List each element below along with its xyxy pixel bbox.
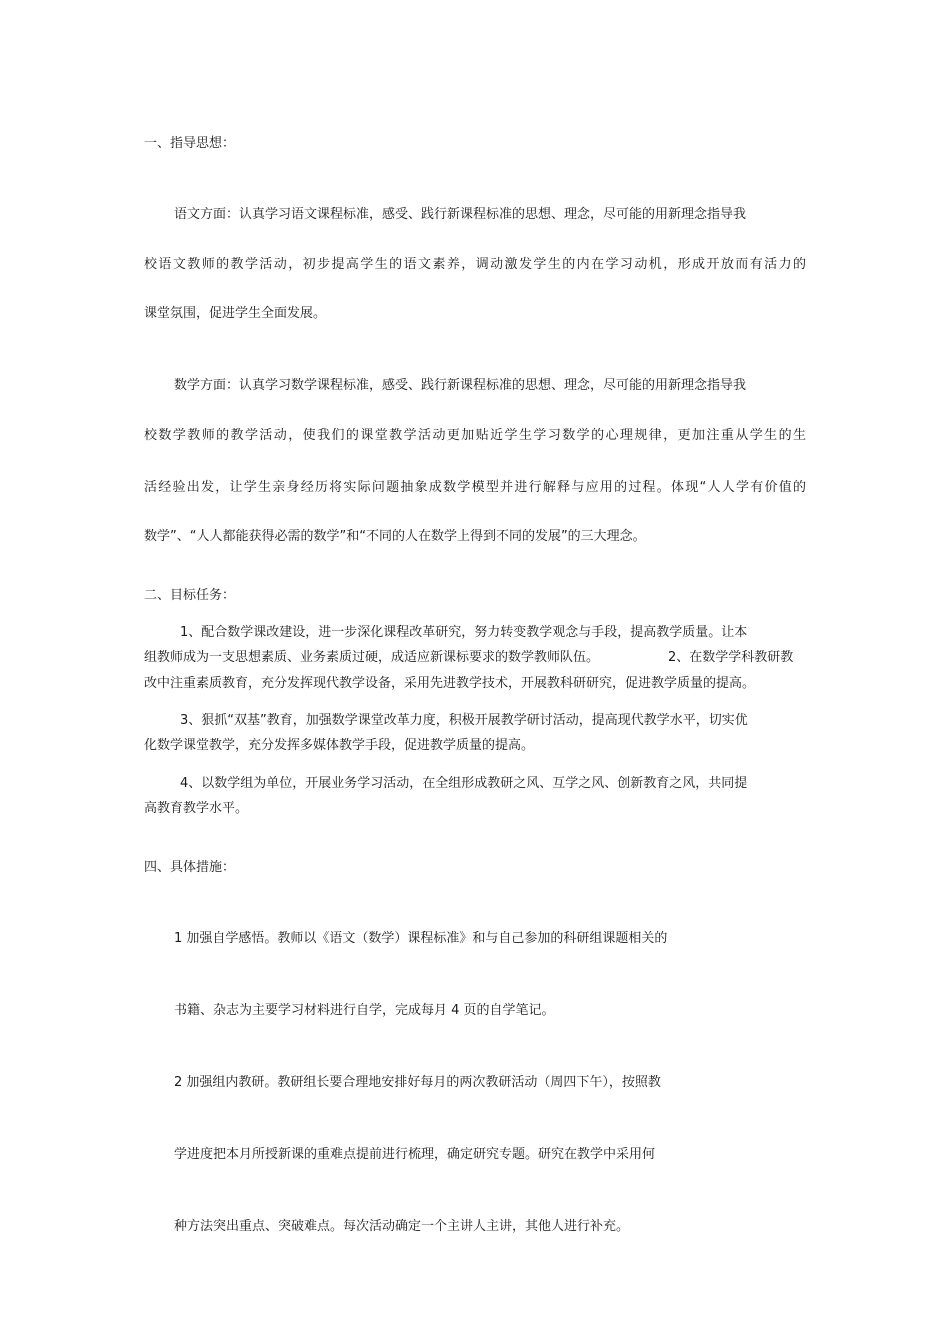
goal-3-line-2: 化数学课堂教学，充分发挥多媒体教学手段，促进教学质量的提高。 [144, 738, 535, 753]
measure-2-line-3: 种方法突出重点、突破难点。每次活动确定一个主讲人主讲，其他人进行补充。 [174, 1219, 630, 1234]
goal-4-line-1: 4、以数学组为单位，开展业务学习活动，在全组形成教研之风、互学之风、创新教育之风，共同提 [180, 776, 748, 791]
math-para-line-3: 活经验出发，让学生亲身经历将实际问题抽象成数学模型并进行解释与应用的过程。体现“人人学有价值的 [144, 480, 806, 495]
goal-2-line-1: 2、在数学学科教研教 [668, 650, 794, 665]
goal-4-line-2: 高教育教学水平。 [144, 801, 249, 816]
section-4-heading: 四、具体措施： [144, 860, 236, 875]
measure-1-line-1: 1 加强自学感悟。教师以《语文（数学）课程标准》和与自己参加的科研组课题相关的 [174, 931, 668, 946]
math-para-line-4: 数学”、“人人都能获得必需的数学”和“不同的人在数学上得到不同的发展”的三大理念。 [144, 529, 646, 544]
math-para-line-1: 数学方面：认真学习数学课程标准，感受、践行新课程标准的思想、理念，尽可能的用新理念指导我 [174, 378, 747, 393]
chinese-para-line-2: 校语文教师的教学活动，初步提高学生的语文素养，调动激发学生的内在学习动机，形成开放而有活力的 [144, 257, 806, 272]
measure-2-line-1: 2 加强组内教研。教研组长要合理地安排好每月的两次教研活动（周四下午），按照教 [174, 1075, 661, 1090]
measure-2-line-2: 学进度把本月所授新课的重难点提前进行梳理，确定研究专题。研究在教学中采用何 [174, 1147, 656, 1162]
section-1-heading: 一、指导思想： [144, 136, 236, 151]
goal-2-line-2: 改中注重素质教育，充分发挥现代教学设备，采用先进教学技术，开展教科研研究，促进教学质量的提高。 [144, 676, 756, 691]
goal-1-line-1: 1、配合数学课改建设，进一步深化课程改革研究，努力转变教学观念与手段，提高教学质量。让本 [180, 625, 748, 640]
measure-1-line-2: 书籍、杂志为主要学习材料进行自学，完成每月 4 页的自学笔记。 [174, 1003, 555, 1018]
section-2-heading: 二、目标任务： [144, 588, 236, 603]
math-para-line-2: 校数学教师的教学活动，使我们的课堂教学活动更加贴近学生学习数学的心理规律，更加注重从学生的生 [144, 428, 806, 443]
chinese-para-line-3: 课堂氛围，促进学生全面发展。 [144, 306, 327, 321]
goal-3-line-1: 3、狠抓“双基”教育，加强数学课堂改革力度，积极开展教学研讨活动，提高现代教学水平，切实优 [180, 713, 748, 728]
chinese-para-line-1: 语文方面：认真学习语文课程标准，感受、践行新课程标准的思想、理念，尽可能的用新理念指导我 [174, 207, 747, 222]
goal-1-line-2: 组教师成为一支思想素质、业务素质过硬，成适应新课标要求的数学教师队伍。 [144, 650, 600, 665]
